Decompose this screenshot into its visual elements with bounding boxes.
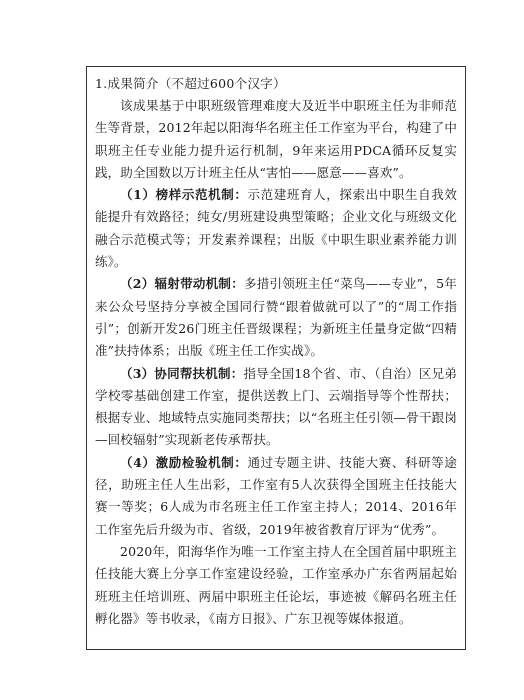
mechanism-text-3: 指导全国18个省、市、（自治）区兄弟学校零基础创建工作室，提供送教上门、云端指导等个性帮扶；根据专业、地域特点实施同类帮扶；以“名班主任引领—骨干跟岗—回校辐射”实现新老传承帮扶。 bbox=[95, 365, 458, 448]
mechanism-text-4: 通过专题主讲、技能大赛、科研等途径，助班主任人生出彩，工作室有5人次获得全国班主任技能大赛一等奖；6人成为市名班主任工作室主持人；2014、2016年工作室先后升级为市、省级，2019年被省教育厅评为“优秀”。 bbox=[95, 454, 458, 537]
summary-content bbox=[87, 67, 465, 630]
mechanism-label-3: （3）协同帮扶机制： bbox=[120, 365, 244, 381]
mechanism-text-2: 多措引领班主任“菜鸟——专业”，5年来公众号坚持分享被全国同行赞“跟着做就可以了”的“周工作指引”；创新开发26门班主任晋级课程；为新班主任量身定做“四精准”扶持体系；出版《班主任工作实战》。 bbox=[95, 276, 458, 359]
achievement-summary-box bbox=[86, 66, 466, 650]
mechanism-paragraph-3 bbox=[95, 363, 457, 452]
mechanism-label-2: （2）辐射带动机制： bbox=[120, 276, 244, 292]
mechanism-text-1: 示范建班育人，探索出中职生自我效能提升有效路径；纯女/男班建设典型策略；企业文化与班级文化融合示范模式等；开发素养课程；出版《中职生职业素养能力训练》。 bbox=[95, 187, 458, 270]
intro-paragraph: 该成果基于中职班级管理难度大及近半中职班主任为非师范生等背景，2012年起以阳海华名班主任工作室为平台，构建了中职班主任专业能力提升运行机制，9年来运用PDCA循环反复实践，助全国数以万计班主任从“害怕——愿意——喜欢”。 bbox=[95, 98, 457, 180]
mechanism-paragraph-1 bbox=[95, 184, 457, 273]
mechanism-label-1: （1）榜样示范机制： bbox=[120, 187, 248, 203]
section-title: 1.成果简介（不超过600个汉字） bbox=[95, 76, 286, 91]
mechanism-paragraph-2 bbox=[95, 273, 457, 362]
mechanism-label-4: （4）激励检验机制： bbox=[120, 454, 248, 470]
mechanism-paragraph-4 bbox=[95, 452, 457, 541]
closing-paragraph: 2020年，阳海华作为唯一工作室主持人在全国首届中职班主任技能大赛上分享工作室建设经验，工作室承办广东省两届起始班班主任培训班、两届中职班主任论坛，事迹被《解码名班主任孵化器》等书收录，《南方日报》、广东卫视等媒体报道。 bbox=[95, 543, 457, 626]
